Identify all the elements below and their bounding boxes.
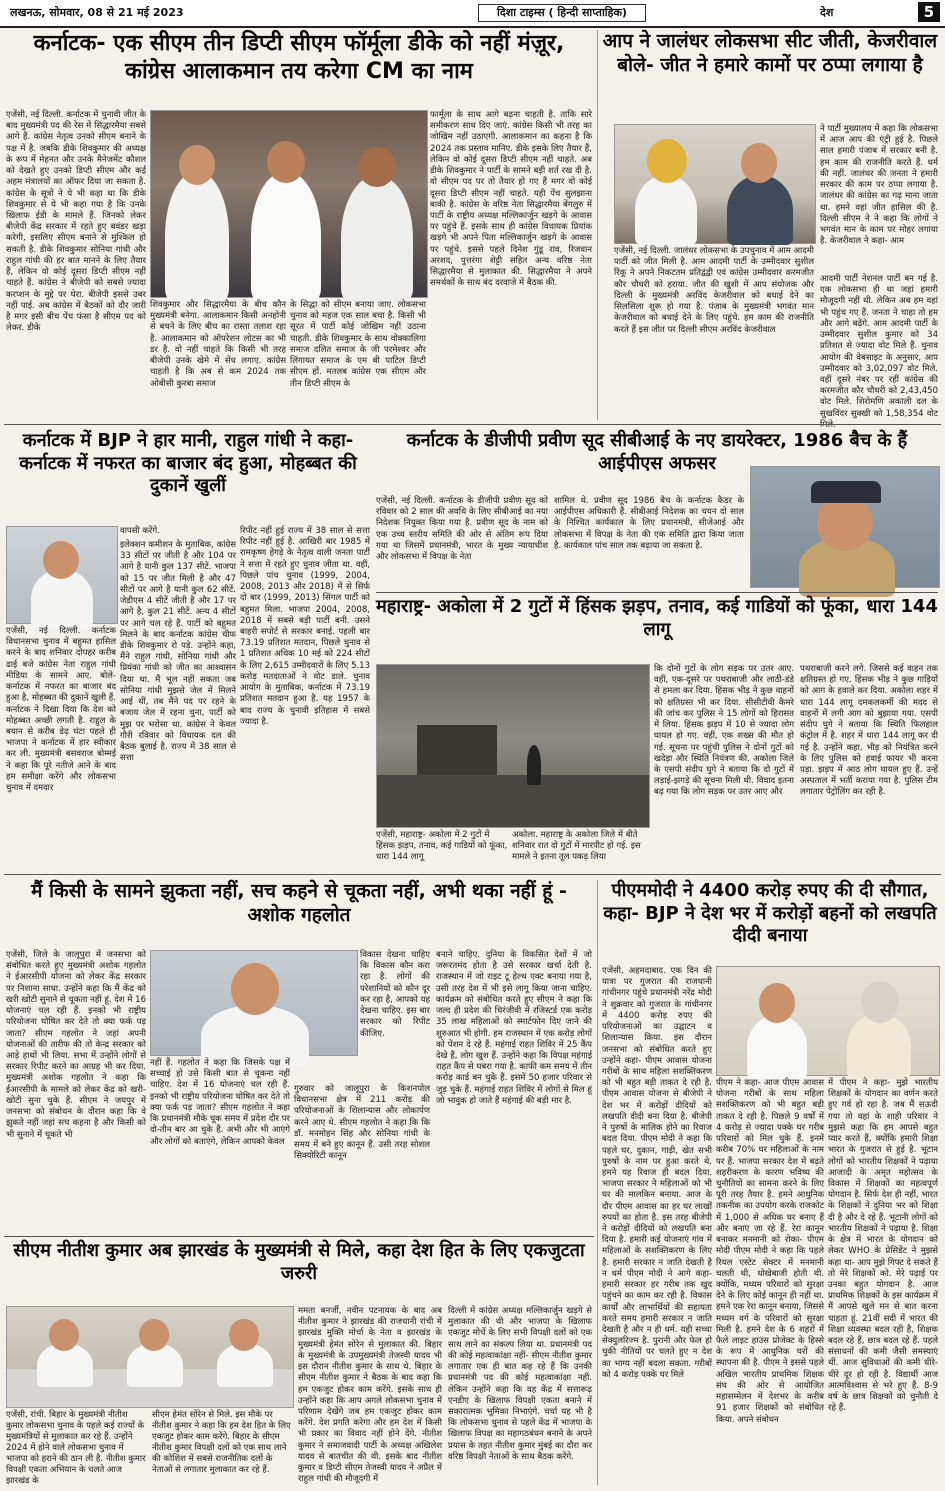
article-rahul-col1-top: वापसी करेंगे. <box>120 526 160 536</box>
kejriwal-mann-photo <box>614 124 816 244</box>
leader-figure-1 <box>165 171 229 301</box>
article-gehlot-col1: एजेंसी, जिले के जालूपुरा में जनसभा को संबोधित करते हुए मुख्यमंत्री अशोक गहलोत ने ईआरसीपी योजना को लेकर केंद्र सरकार पर निशाना साधा. उन्होंने कहा कि मैं केंद्र को खरी खोटी सुनाने से चूकता नहीं हूं. देश में 16 योजनाएं चल रही हैं. इनको भी राष्ट्रीय परियोजना घोषित कर देते तो क्या फर्क पड़ जाता? सीएम गहलोत ने जहां अपनी योजनाओं की तारीफ की तो केन्द्र सरकार को आड़े हाथों भी लिया. सभा में उन्होंने लोगों से सरकार रिपीट करने का आग्रह भी कर दिया. मुख्यमंत्री अशोक गहलोत ने कहा कि ईआरसीपी के मामले को लेकर केंद्र को खरी-खोटी सुना चुके हैं. सीएम ने जयपुर में जनसभा को संबोधन के दौरान कहा कि वे झुकते नहीं जहां सच कहना है और किसी को भी सुनाने में चूकते भी <box>6 950 146 1140</box>
article-nitish-headline: सीएम नीतीश कुमार अब झारखंड के मुख्यमंत्री से मिले, कहा देश हित के लिए एकजुटता जरुरी <box>13 1240 585 1284</box>
article-akola-caption1: एजेंसी, महाराष्ट्र- अकोला में 2 गुटों में हिंसक झड़प, तनाव, कई गाडियों को फूंका, धारा 144 लागू <box>376 830 508 863</box>
leader-head-2 <box>267 141 305 183</box>
attendee-head-1 <box>49 1319 79 1351</box>
karnataka-leaders-photo <box>150 110 428 298</box>
leader-figure-mann <box>635 175 697 245</box>
cm-figure <box>747 1015 807 1079</box>
rahul-head <box>43 541 79 579</box>
attendee-head-3 <box>229 1319 259 1351</box>
road <box>377 775 649 827</box>
article-nitish-caption1: एजेंसी, रांची. बिहार के मुख्यमंत्री नीतीश कुमार लोकसभा चुनाव के पहले कई राज्यों के मुख्यमंत्रियों से मुलाकात कर रहे हैं. उन्होंने 2024 में होने वाले लोकसभा चुनाव में भाजपा को हराने की ठान ली है. नीतीश कुमार विपक्षी एकता अभियान के चलते आज झारखंड के <box>6 1410 146 1487</box>
section-divider <box>4 1236 594 1237</box>
article-gehlot-col2: नहीं हैं. गहलोत ने कहा कि जिसके पक्ष में सच्चाई हो उसे किसी बात से चूकना नहीं चाहिए. देश में 16 योजनाएं चल रही हैं. इनको भी राष्ट्रीय परियोजना घोषित कर देते तो क्या फर्क पड़ जाता? सीएम गहलोत ने कहा कि प्रधानमंत्री मौके चूक समय में प्रदेश दौर पर दो-तीन बार आ चुके हैं. अभी और भी आएंगे और लोगों को बताएंगे, लेकिन आपको केवल <box>150 1058 290 1147</box>
section-divider <box>4 424 941 425</box>
gehlot-head <box>231 963 279 1015</box>
article-akola-caption2: अकोला. महाराष्ट्र के अकोला जिले में बीते शनिवार रात दो गुटों में मारपीट हो गई. इस मामले ने इतना तूल पकड़ लिया <box>512 830 641 863</box>
article-nitish-caption2: सीएम हेमंत सोरेन से मिले. इस मौके पर नीतीश कुमार ने कहा कि हम देश हित के लिए एकजुट होकर काम करेंगे. बिहार के सीएम नीतीश कुमार विपक्षी दलों को एक साथ लाने की कोशिश में सबसे राजनीतिक दलों के नेताओं से लगातार मुलाकात कर रहे हैं. <box>152 1410 291 1476</box>
article-rahul-col3: रिपीट नहीं हुई राज्य में 38 साल से सत्ता रिपीट नहीं हुई है. आखिरी बार 1985 में रामकृष्ण हेगड़े के नेतृत्व वाली जनता पार्टी ने सत्ता में रहते हुए चुनाव जीता था. वहीं, पिछले पांच चुनाव (1999, 2004, 2008, 2013 और 2018) में से सिर्फ दो बार (1999, 2013) सिंगल पार्टी को बहुमत मिला. भाजपा 2004, 2008, 2018 में सबसे बड़ी पार्टी बनी. उसने बाहरी सपोर्ट से सरकार बनाई. पहली बार 73.19 प्रतिशत मतदान, पिछले चुनाव से 1 प्रतिशत अधिक 10 मई को 224 सीटों के लिए 2,615 उम्मीदवारों के लिए 5.13 करोड़ मतदाताओं ने वोट डाले. चुनाव आयोग के मुताबिक, कर्नाटक में 73.19 प्रतिशत मतदान हुआ है. यह 1957 के बाद राज्य के चुनावी इतिहास में सबसे ज्यादा है. <box>240 526 370 727</box>
leader-figure-3 <box>341 175 413 301</box>
article-karnataka-cm-headline: कर्नाटक- एक सीएम तीन डिप्टी सीएम फॉर्मूला डीके को नहीं मंज़ूर, कांग्रेस आलाकमान तय करेगा CM का नाम <box>33 31 565 84</box>
article-modi-col1: एजेंसी, अहमदाबाद. एक दिन की यात्रा पर गुजरात की राजधानी गांधीनगर पहुंचे प्रधानमंत्री नरेंद्र मोदी ने शुक्रवार को गुजरात के गांधीनगर में 4400 करोड़ रुपए की परियोजनाओं का उद्घाटन व शिलान्यास किया. इस दौरान जनसभा को संबोधित करते हुए उन्होंने कहा- पीएम आवास योजना गरीबों के साथ महिला सशक्तिकरण को भी बहुत बड़ी ताकत दे रही है. पीएम आवास योजना से बीजेपी ने देश भर में करोड़ों दीदियों को लखपति दीदी बना दिया है. बीजेपी ने पुरुषों के मालिक होने का रिवाज बदल दिया. पीएम मोदी ने कहा कि पहले घर, दुकान, गाड़ी, खेत सभी पुरुषों के नाम पर हुआ करते थे. हमने यह रिवाज ही बदल दिया. भाजपा सरकार ने महिलाओं को भी घर की मालकिन बनाया. आज के दौर पीएम आवास का हर घर लाखों रुपयों का होता है. इस तरह बीजेपी ने करोड़ों दीदियों को लखपति बना दिया है. हमारी कई योजनाएं गांव में महिलाओं के सशक्तिकरण के लिए है. हमारी सरकार न जाति देखती है न धर्म पीएम मोदी ने आगे कहा- हमारी सरकार हर गरीब तक खुद पहुंचने का काम कर रही है. विकास कार्यों और लाभार्थियों की सहायता करते समय हमारी सरकार न जाति देखती है और न ही धर्म. यही सच्चा सेक्युलरिज्म है. पुरानी और फेल हो चुकी नीतियों पर चलते हुए न देश का भाग्य नहीं बदला सकता. गरीबों को 4 करोड़ पक्के घर मिले <box>602 966 712 1380</box>
attendee-head-2 <box>139 1319 169 1351</box>
masthead-title: दिशा टाइम्स ( हिन्दी साप्ताहिक) <box>478 4 646 22</box>
leader-head-3 <box>358 147 396 187</box>
article-akola-col1: कि दोनों गुटों के लोग सड़क पर उतर आए. वहीं, एक-दूसरे पर पथराबाजी और लाठी-डंडे से हमला कर दिया. हिंसक भीड़ ने कुछ वाहनों को क्षतिग्रस्त भी कर दिया. सीसीटीवी कैमरे की जांच कर पुलिस ने 15 लोगों को हिरासत में लिया. हिंसक झड़प में 10 से ज्यादा लोग घायल हो गए. वहीं, एक शख्स की मौत हो गई. सूचना पर पहुंची पुलिस ने दोनों गुटों को खदेड़ा और स्थिति नियंत्रण की. अकोला जिले के एसपी संदीप घुगे ने बताया कि दो गुटों में लड़ाई-झगड़े की सूचना मिली थी. विवाद इतना बढ़ गया कि लोग सड़क पर उतर आए और <box>654 664 794 798</box>
article-aap-jalandhar-col-left: एजेंसी, नई दिल्ली. जालंधर लोकसभा के उपचुनाव में आम आदमी पार्टी को जीत मिली है. आम आदमी पार्टी के उम्मीदवार सुशील रिंकू ने अपने निकटतम प्रतिद्वंद्वी एवं कांग्रेस उम्मीदवार करमजीत कौर चौधरी को हराया. जीत की खुशी में आप संयोजक और दिल्ली के मुख्यमंत्री अरविंद केजरीवाल को बधाई देने का सिलसिला शुरू हो गया है. पंजाब के मुख्यमंत्री भगवंत मान केजरीवाल को बधाई देने के लिए पहुंचे. हम काम की राजनीति करते हैं इस जीत पर दिल्ली सीएम अरविंद केजरीवाल <box>614 246 814 335</box>
page-number: 5 <box>918 2 940 22</box>
article-aap-jalandhar-col-top: ने पार्टी मुख्यालय में कहा कि लोकसभा में आज आप की एंट्री हुई है. पिछले साल हमारी पंजाब में सरकार बनी है. हम काम की राजनीति करते हैं. धर्म की नहीं. जालंधर की जनता ने हमारी सरकार की काम पर ठप्पा लगाया है. जालंधर की कांग्रेस का गढ़ माना जाता था. हमने वहां जीत हासिल की है. दिल्ली सीएम ने ने कहा कि लोगों ने भगवंत मान के काम पर मोहर लगाया है. केजरीवाल ने कहा- आम <box>820 124 938 247</box>
article-rahul-col2: इलेक्शन कमीशन के मुताबिक, कांग्रेस 33 सीटों पर जीती है और 104 पर आगे है यानी कुल 137 सीटें. भाजपा को 15 पर जीत मिली है और 47 सीटों पर आगे है यानी कुल 62 सीटें. जेडीएस 4 सीटें जीती है और 17 पर आगे है, कुल 21 सीटें. अन्य 4 सीटों पर आगे चल रहे हैं. पार्टी को बहुमत मिलने के बाद कर्नाटक कांग्रेस चीफ डीके शिवकुमार रो पड़े. उन्होंने कहा, मैंने राहुल गांधी, सोनिया गांधी और प्रियंका गांधी को जीत का आश्वासन दिया था. मैं भूल नहीं सकता जब सोनिया गांधी मुझसे जेल में मिलने आई थीं, तब मैंने पद पर रहने के बजाय जेल में रहना चुना, पार्टी को मुझ पर भरोसा था. कांग्रेस ने केवल गौरी रविवार को विधायक दल की बैठक बुलाई है. राज्य में 38 साल से सत्ता <box>120 540 236 764</box>
article-rahul-headline: कर्नाटक में BJP ने हार मानी, राहुल गांधी ने कहा- कर्नाटक में नफरत का बाजार बंद हुआ, मोहब्बत की दुकानें खुलीं <box>19 430 357 496</box>
article-gehlot-col4: बनाने चाहिए. दुनिया के विकसित देशों में जो जरूरतमंद होता है उसे सरकार खर्चा देती है. राजस्थान में जो राइट टू हेल्थ एक्ट बनाया गया है, उसी तरह देश में भी इसे लागू किया जाना चाहिए. कार्यक्रम को संबोधित करते हुए सीएम ने कहा कि जल्द ही प्रदेश की चिरंजीवी में रजिस्टर्ड एक करोड़ 35 लाख महिलाओं को स्मार्टफोन दिए जाने की शुरुआत भी होगी. हम राजस्थान में एक करोड़ लोगों को पेंशन दे रहे हैं. महंगाई राहत शिविर में 25 कैंप देखे हैं, लोग खुश हैं. उन्होंने कहा कि विपक्ष महंगाई राहत कैंप से घबरा गया है. काफी कम समय में तीन करोड़ कार्ड बन चुके हैं. इसमें 50 हजार परिवार से जुड़ चुके हैं. महंगाई राहत शिविर में लोगों से मिल हूं जो भावुक हो जाते हैं महंगाई की बड़ी मार है. <box>436 950 592 1106</box>
article-nitish-col2: दिल्ली में कांग्रेस अध्यक्ष मल्लिकार्जुन खड़गे से मुलाकात की थी और भाजपा के खिलाफ एकजुट मोर्चे के लिए सभी विपक्षी दलों को एक साथ लाने का संकल्प लिया था. प्रधानमंत्री पद की कोई महत्वाकांक्षा नहीं- सीएम नीतीश कुमार लगातार एक ही बात कह रहे हैं कि उनकी प्रधानमंत्री पद की कोई महत्वाकांक्षा नहीं. लेकिन उन्होंने कहा कि वह केंद्र में सत्तारूढ़ एनडीए के खिलाफ विपक्षी एकता बनाने में सकारात्मक भूमिका निभाएंगे. चर्चा यह भी है कि लोकसभा चुनाव से पहले केंद्र में भाजपा के खिलाफ विपक्ष का महागठबंधन बनाने के अपने प्रयास के तहत नीतीश कुमार मुंबई का दौरा कर वरिष्ठ विपक्षी नेताओं के साथ बैठक करेंगे. <box>448 1306 592 1462</box>
article-akola-col2: पथराबाजी करने लगे. जिससे कई वाहन तक क्षतिग्रस्त हो गए. हिंसक भीड़ ने कुछ गाड़ियों को आग के हवाले कर दिया. अकोला शहर में धारा 144 लागू दमकलकर्मी की मदद से वाहनों में लगी आग को बुझाया गया. एसपी संदीप घुगे ने बताया कि स्थिति फिलहाल कंट्रोल में है. शहर में धारा 144 लागू कर दी गई है. उन्होंने कहा, भीड़ को नियंत्रित करने के लिए पुलिस को हवाई फायर भी करना पड़ा. झड़प में आठ लोग घायल हुए हैं. उन्हें अस्पताल में भर्ती कराया गया है. पुलिस टीम लगातार पेट्रोलिंग कर रही है. <box>800 664 938 798</box>
leader-head-kejriwal <box>741 143 777 183</box>
article-gehlot-col3-top: विकास देखना चाहिए कि विकास कौन करा रहा है. लोगों की परेशानियों को कौन दूर कर रहा है, आपको यह देखना चाहिए. इस बार सरकार को रिपीट कीजिए. <box>360 950 430 1039</box>
praveen-sood-photo <box>750 466 940 588</box>
akola-violence-photo <box>376 664 650 828</box>
article-aap-jalandhar-col-right: आदमी पार्टी नेशनल पार्टी बन गई है. एक लोकसभा ही था जहां हमारी मौजूदगी नहीं थी. लेकिन अब हम वहां भी पहुंच गए हैं. जनता ने चाहा तो हम और आगे बढ़ेंगे. आम आदमी पार्टी के उम्मीदवार सुशील कुमार को 34 प्रतिशत से ज्यादा वोट मिले हैं. चुनाव आयोग की वेबसाइट के अनुसार, आप उम्मीदवार को 3,02,097 वोट मिले. वहीं दूसरे नंबर पर रहीं कांग्रेस की करमजीत कौर चौधरी को 2,43,450 वोट मिले. शिरोमणि अकाली दल के सुखविंदर सुक्खी को 1,58,354 वोट <box>820 274 938 419</box>
cm-head <box>759 983 795 1023</box>
column-divider <box>597 880 598 1485</box>
rahul-gandhi-photo <box>6 526 118 624</box>
article-akola-headline: महाराष्ट्र- अकोला में 2 गुटों में हिंसक झड़प, तनाव, कई गाडियों को फूंका, धारा 144 लागू <box>376 596 938 640</box>
article-cbi-col1: एजेंसी, नई दिल्ली. कर्नाटक के डीजीपी प्रवीण सूद को रविवार को 2 साल की अवधि के लिए सीबीआई का नया निदेशक नियुक्त किया गया है. प्रवीण सूद के नाम को एक उच्च स्तरीय समिति की ओर से अंतिम रूप दिया गया था जिसमें प्रधानमंत्री, भारत के मुख्य न्यायाधीश और लोकसभा में विपक्ष के नेता <box>376 496 548 563</box>
section-divider <box>4 874 941 875</box>
article-karnataka-cm-col3: के सिद्धा को सीएम बनाया जाए. लोकसभा चुनाव को महज एक साल बचा है. किसी भी सूरत में पार्टी कोई जोखिम नहीं उठाना चाहती. डीके शिवकुमार के साथ वोक्कालिगा समाज दलित समाज के जी परमेश्वर और लिंगायत समाज के एम बी पाटिल डिप्टी सीएम हों. मतलब कांग्रेस एक सीएम और तीन डिप्टी सीएम के <box>290 300 426 389</box>
article-cbi-headline: कर्नाटक के डीजीपी प्रवीण सूद सीबीआई के नए डायरेक्टर, 1986 बैच के हैं आईपीएस अफसर <box>406 430 908 474</box>
pm-modi-photo <box>716 966 940 1076</box>
article-cbi-col2: शामिल थे. प्रवीण सूद 1986 बैच के कर्नाटक कैडर के आईपीएस अधिकारी हैं. सीबीआई निदेशक का चयन दो साल के निश्चित कार्यकाल के लिए प्रधानमंत्री, सीजेआई और लोकसभा में विपक्ष के नेता की एक समिति द्वारा किया जाता है. कार्यकाल पांच साल तक बढ़ाया जा सकता है. <box>554 496 744 551</box>
leader-head-1 <box>179 145 215 185</box>
section-name: देश <box>820 6 834 19</box>
building <box>417 725 497 775</box>
article-karnataka-cm-col2: शिवकुमार और सिद्धारमैया के बीच कौन मुख्यमंत्री बनेगा. आलाकमान किसी अनहोनी से बचने के लिए बीच का रास्ता तलाश रहा है. आलाकमान को ऑपरेशन लोटस का भी डर है. वो नहीं चाहते कि किसी भी तरह बीजेपी उनके खेमे में सेंध लगाए. कांग्रेस चाहती है कि अब से कम 2024 तक ओबीसी कुरबा समाज <box>150 300 286 389</box>
modi-head <box>861 981 899 1023</box>
leader-figure-kejriwal <box>727 175 793 245</box>
article-nitish-col1: ममता बनर्जी, नवीन पटनायक के बाद अब नीतीश कुमार ने झारखंड की राजधानी रांची में झारखंड मुक्ति मोर्चा के नेता व झारखंड के मुख्यमंत्री हेमंत सोरेन से मुलाकात की. बिहार के मुख्यमंत्री के उपमुख्यमंत्री तेजस्वी यादव भी इस दौरान नीतीश कुमार के साथ थे. बिहार के सीएम नीतीश कुमार ने बैठक के बाद कहा कि हम एकजुट होकर काम करेंगे. इसके साथ ही उन्होंने कहा कि आप अगले लोकसभा चुनाव में परिणाम देखेंगे जब हम एकजुट होकर काम करेंगे. देश प्रगति करेगा और हम देश में किसी भी प्रकार का विवाद नहीं होने देंगे. नीतीश कुमार ने समाजवादी पार्टी के अध्यक्ष अखिलेश यादव से बातचीत की थी. इसके बाद नीतीश कुमार व डिप्टी सीएम तेजस्वी यादव ने अप्रैल में राहुल गांधी की मौजूदगी में <box>298 1306 442 1485</box>
article-aap-jalandhar-headline: आप ने जालंधर लोकसभा सीट जीती, केजरीवाल बोले- जीत ने हमारे कामों पर ठप्पा लगाया है <box>602 30 938 76</box>
ashok-gehlot-photo <box>150 950 358 1056</box>
nitish-soren-photo <box>6 1306 294 1408</box>
article-karnataka-cm-col1: एजेंसी, नई दिल्ली. कर्नाटक में चुनावी जीत के बाद मुख्यमंत्री पद की रेस में सिद्धारमैया सबसे आगे हैं. कांग्रेस नेतृत्व उनको सीएम बनाने के पक्ष में है. जबकि डीके शिवकुमार की अध्यक्ष के रूप में मेहनत और उनके मैनेजमेंट कौशल को देखते हुए उनको डिप्टी सीएम और कई अहम मंत्रालयों का ऑफर दिया जा सकता है. कांग्रेस के सूत्रों ने ये भी कहा था कि डीके शिवकुमार से ये भी कहा गया है कि उनके खिलाफ ईडी के मामले हैं. जिनको लेकर बीजेपी केंद्र सरकार में रहते हुए बवंडर खड़ा करेगी, इसलिए सीएम बनाने से मुश्किल हो सकती है. डीके शिवकुमार सोनिया गांधी और राहुल गांधी की हर बात मानने के लिए तैयार हैं, लेकिन वो कोई दूसरा डिप्टी सीएम नहीं चाहते हैं. कांग्रेस ने बीजेपी को सबसे ज्यादा करप्शन के मुद्दे पर घेरा. बीजेपी इससे उबर नहीं पाई. अब कांग्रेस में बैठकों को दौर जारी है मगर इसी बीच पेंच फंसा है सीएम पद को लेकर. डीके <box>6 110 146 334</box>
article-modi-headline: पीएममोदी ने 4400 करोड़ रुपए की दी सौगात, कहा- BJP ने देश भर में करोड़ों बहनों को लखपति दीदी बनाया <box>603 880 937 946</box>
article-rahul-col1: एजेंसी, नई दिल्ली. कर्नाटक विधानसभा चुनाव में बहुमत हासिल करने के बाद शनिवार दोपहर करीब ढाई बजे कांग्रेस नेता राहुल गांधी मीडिया के सामने आए. बोले- कर्नाटक में नफरत का बाजार बंद हुआ है, मोहब्बत की दुकानें खुली हैं. कर्नाटक ने दिखा दिया कि देश को मोहब्बत अच्छी लगती है. राहुल के बयान से करीब डेढ़ घंटा पहले ही भाजपा ने कर्नाटक में हार स्वीकार कर ली. मुख्यमंत्री बसवराज बोम्मई ने कहा कि पूरे नतीजे आने के बाद हम समीक्षा करेंगे और लोकसभा चुनाव में दमदार <box>6 626 116 794</box>
article-gehlot-headline: मैं किसी के सामने झुकता नहीं, सच कहने से चूकता नहीं, अभी थका नहीं हूं - अशोक गहलोत <box>31 880 567 926</box>
officer-cap-icon <box>811 481 881 503</box>
article-modi-col3: में पीएम ने कहा- मुझे भारतीय शिक्षकों के योगदान का वर्णन करते हुए गर्व हो रहा है. जब मैं सऊदी गया तो वहां के शाही परिवार ने मुझसे कहा कि हम आपसे बहुत प्यार करते हैं, क्योंकि हमारी शिक्षा भारत के गुजरात से हुई है. भूटान लोगों को भारतीय शिक्षकों ने पढ़ाया आजादी के अमृत महोत्सव के विकास में शिक्षकों का महत्वपूर्ण योगदान है. सिर्फ देश ही नहीं, भारत के शिक्षकों ने दुनिया भर को शिक्षा दी है और दे रहे हैं. भूटानी लोगों को भारतीय शिक्षकों ने पढ़ाया है. शिक्षा के क्षेत्र में भारत के योगदान को लेकर WHO के प्रेसिडेंट ने मुझसे कहा था- आप मुझे गिफ्ट दे सकते हैं तो मेरे शिक्षकों को. मेरे पढ़ाई पर उनका बहुत योगदान है. आज प्राथमिक शिक्षकों के इस कार्यक्रम में मैं आपसे खुले मन से बात करना चाहता हूं. 21वीं सदी में भारत की शिक्षा व्यवस्था बदल रही है, शिक्षक बदल रहे हैं, छात्र बदल रहे हैं. पहले संसाधनों की कमी जैसी समस्याएं थीं. आज सुविधाओं की कमी धीरे-धीरे दूर हो रही है. विद्यार्थी आज आत्मविश्वास से भरे हुए हैं. 8-9 वर्ष के छात्र शिक्षकों को चुनौती दे रहे हैं. <box>828 1078 938 1414</box>
turban-head <box>647 139 687 183</box>
masthead-date: लखनऊ, सोमवार, 08 से 21 मई 2023 <box>10 6 184 19</box>
column-divider <box>597 30 598 420</box>
article-modi-col2: पीएम ने कहा- आज पीएम आवास योजना गरीबों के साथ महिला सशक्तिकरण को भी बहुत बड़ी ताकत दे रही है. पिछले 9 वर्षों में 4 करोड़ से ज्यादा पक्के घर गरीब परिवारों को मिल चुके हैं. इनमें करीब 70% घर महिलाओं के नाम पर हैं. भाजपा सरकार देश में बढ़ते शहरीकरण के कारण भविष्य की चुनौतियों का सामना करने के लिए पूरी तरह तैयार है. हमने आधुनिक तकनीक का उपयोग करके राजकोट में 1,000 से अधिक घर बनाए हैं और बनाए जा रहे हैं. रेरा कानून बनाकर मनमानी को रोका- पीएम मोदी पीएम मोदी ने कहा कि पहले रियल एस्टेट सेक्टर में मनमानी चलती थी, धोखेबाजी होती थी. क्योंकि, मध्यम परिवारों को सुरक्षा देने के लिए कोई कानून ही नहीं था. हमने एक रेरा कानून बनाया, जिससे मध्यम वर्ग के परिवारों को सुरक्षा मिली है. हमने देश के 6 शहरों में फैले लाइट हाउस प्रोजेक्ट के हिस्से के रूप में आधुनिक घरों की स्थापना की है. पीएम ने इससे पहले अखिल भारतीय प्राथमिक शिक्षक संघ की ओर से आयोजित महासम्मेलन में देशभर के करीब 91 हजार शिक्षकों को संबोधित किया. अपने संबोधन <box>716 1078 824 1425</box>
leader-figure-2 <box>251 171 321 301</box>
article-gehlot-col3: गुरुवार को जालूपुरा के किशनपोल विधानसभा क्षेत्र में 211 करोड़ की परियोजनाओं के शिलान्यास और लोकार्पण करने आए थे. सीएम गहलोत ने कहा कि कि डॉ. मनमोहन सिंह और सोनिया गांधी के समय में बने हुए कानून हैं. उसी तरह सोशल सिक्योरिटी कानून <box>294 1084 430 1162</box>
person-figure <box>527 745 541 785</box>
article-karnataka-cm-col4: फार्मूला के साथ आगे बढ़ना चाहती है. ताकि सारे समीकरण साध दिए जाएं. कांग्रेस किसी भी तरह का जोखिम नहीं उठाएगी. आलाकमान का कहना है कि 2024 तक प्रस्ताव मानिए. डीके इसके लिए तैयार हैं, लेकिन वो कोई दूसरा डिप्टी सीएम नहीं चाहते. अब डीके शिवकुमार ने पार्टी के सामने बड़ी शर्त रख दी है. वो सीएम पद पर तो तैयार हो गए हैं मगर वो कोई दूसरा डिप्टी सीएम नहीं चाहते. यही पेंच सुलझाना बाकी है. कांग्रेस के वरिष्ठ नेता सिद्धारमैया बेंगलुरु में पार्टी के राष्ट्रीय अध्यक्ष मल्लिकार्जुन खड़गे के आवास पर पहुंचे हैं. इसके साथ ही कांग्रेस विधायक प्रियांक खड़गे भी अपने पिता मल्लिकार्जुन खड़गे के आवास पर पहुंचे. इससे पहले दिनेश गुंडू राव, रिजवान अरशद, पुत्तरंगा शेट्टी सहित अन्य वरिष्ठ नेता सिद्धारमैया से मुलाकात की. सिद्धारमैया ने अपने समर्थकों के साथ बंद दरवाजे में बैठक की. <box>430 110 592 289</box>
section-divider <box>376 592 938 593</box>
